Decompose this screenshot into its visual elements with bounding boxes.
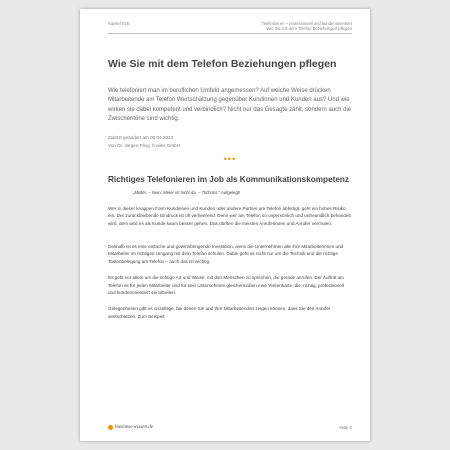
article-meta (108, 134, 352, 149)
chapter-label: Kapitel 016 (108, 21, 129, 26)
brand-name: business-wissen.de (115, 425, 153, 430)
document-page (80, 9, 370, 441)
header-article: Wie Sie mit dem Telefon Beziehungen pflegen (266, 26, 352, 31)
body-paragraph-3: Es geht vor allem um die richtige Art und Weise, mit den Menschen zu sprechen, die gerade anrufen. Der Auftritt am Telefon ist für jeden Mitarbeiter und für sein Unternehmen gleichermaßen eine Visitenkarte, die, richtig, professionell und kundenorientiert sie arbeiten. (108, 275, 344, 295)
page-title: Wie Sie mit dem Telefon Beziehungen pflegen (108, 58, 337, 70)
body-paragraph-2: Deshalb ist es eine einfache und gewinnbringende Investition, wenn die Unternehmen alle ihre Mitarbeiterinnen und Mitarbeiter im richtigen Umgang mit dem Telefon schulen. Dabei geht es nicht nur um die Technik und die richtige Tastenbelegung am Telefon – auch das ist wichtig. (108, 243, 344, 264)
separator-dots: ••• (223, 154, 237, 165)
footer-brand (108, 425, 153, 430)
page-header (108, 21, 352, 31)
section-quote: „Müller. – Nein, Meier ist nicht da. – Tschüss.“ Aufgelegt! (133, 189, 241, 195)
body-paragraph-1: Wer in dieser knappen Form Kundinnen und Kunden oder andere Partner am Telefon abfertigt, geht ein hohes Risiko ein. Der zurückbleibende Eindruck ist oft verheerend. Denn wer am Telefon so unpersönlich und unfreundlich behandelt wird, dem wird es als Kunde kaum besser gehen. Das dürften die meisten Anruferinnen und Anrufer vermuten. (108, 205, 351, 226)
page-footer (108, 425, 352, 430)
brand-dot-icon (108, 425, 113, 430)
author-line: Von Dr. Jürgen Fleig, b-wise GmbH (108, 142, 180, 148)
header-topic: Telefonieren – professionell und kundenorientiert (261, 21, 352, 26)
section-heading: Richtiges Telefonieren im Job als Kommunikationskompetenz (108, 175, 349, 185)
intro-paragraph: Wie telefoniert man im beruflichen Umfeld angemessen? Auf welche Weise drücken Mitarbeitende am Telefon Wertschätzung gegenüber Kundinnen und Kunden aus? Und wie wirken sie dabei kompetent und verbindlich? Nicht nur das Gesagte zählt, sondern auch die Zwischentöne sind wichtig. (108, 88, 352, 122)
updated-date: Zuletzt geändert am 05.04.2023 (108, 135, 174, 141)
page-number: Seite 2 (338, 425, 352, 430)
body-paragraph-4: Gelegenheiten gibt es unzählige, bei denen Sie und Ihre Mitarbeitenden zeigen können, dass Sie den Anrufer wertschätzen. Zum Beispiel: (108, 306, 331, 319)
header-divider (108, 33, 352, 34)
header-right (262, 21, 352, 31)
